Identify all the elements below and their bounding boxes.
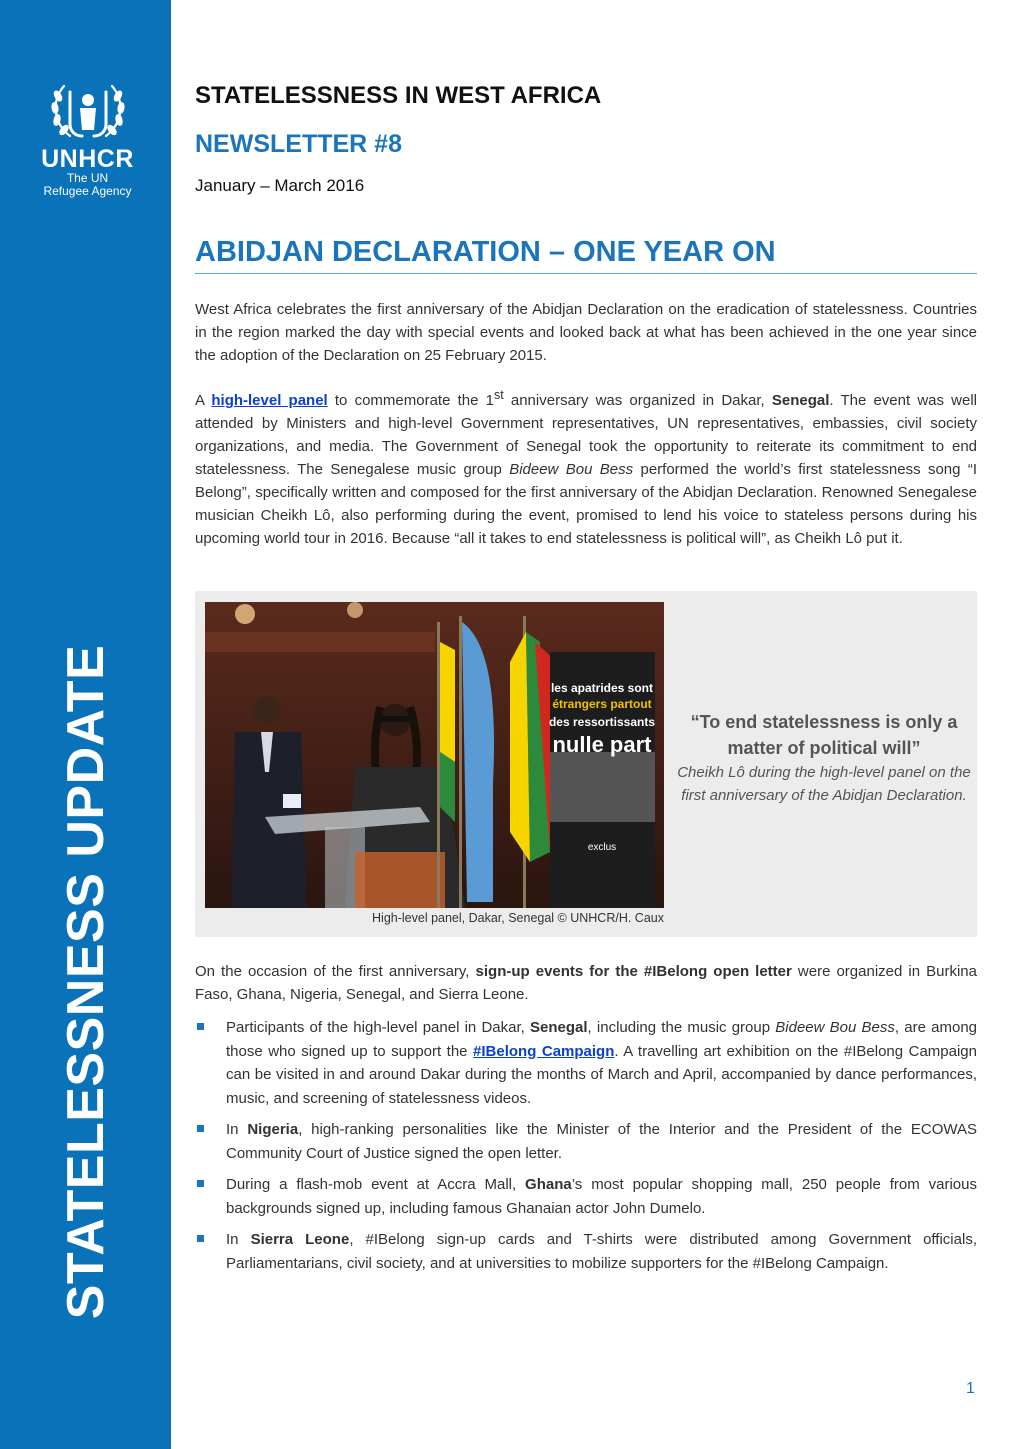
ibelong-campaign-link[interactable]: #IBelong Campaign [473, 1042, 615, 1060]
text-span: , high-ranking personalities like the Minister of the Interior and the President of the ECOWAS Community Court of Justice signed the open letter. [226, 1121, 977, 1162]
panel-paragraph [195, 384, 977, 550]
vertical-title: STATELESSNESS UPDATE [57, 644, 115, 1320]
bullet-square-icon [197, 1023, 204, 1030]
text-span: On the occasion of the first anniversary, [195, 963, 476, 980]
photo-sign-line-2: étrangers partout [552, 697, 652, 711]
list-item [195, 1016, 977, 1110]
sidebar [0, 0, 171, 1449]
text-span: . A travelling art exhibition on the #IBelong Campaign can be visited in and around Dakar during the months of March and April, accompanied by dance performances, music, and screening of statelessness videos. [226, 1042, 977, 1107]
logo-tagline-1: The UN [66, 171, 109, 185]
italic-text: Bideew Bou Bess [509, 461, 634, 478]
list-item [195, 1228, 977, 1275]
superscript: st [493, 388, 504, 402]
bold-text: Senegal [530, 1019, 588, 1036]
section-heading: ABIDJAN DECLARATION – ONE YEAR ON [195, 236, 977, 274]
italic-text: Bideew Bou Bess [775, 1019, 895, 1036]
text-span: In [226, 1121, 248, 1138]
vertical-title-wrap [0, 0, 171, 1449]
bold-text: Sierra Leone [250, 1231, 350, 1248]
text-span: to commemorate the 1 [327, 392, 494, 409]
feature-box [195, 591, 977, 937]
signup-paragraph [195, 960, 977, 1006]
text-span: were organized in Burkina Faso, Ghana, Nigeria, Senegal, and Sierra Leone. [195, 963, 977, 1003]
text-span: , including the music group [587, 1019, 776, 1036]
list-item [195, 1118, 977, 1165]
quote-attribution: Cheikh Lô during the high-level panel on the first anniversary of the Abidjan Declaration. [677, 764, 971, 804]
bullet-square-icon [197, 1235, 204, 1242]
text-span: ’s most popular shopping mall, 250 people from various backgrounds signed up, including famous Ghanaian actor John Dumelo. [226, 1176, 977, 1217]
bold-text: Nigeria [247, 1121, 299, 1138]
text-span: anniversary was organized in Dakar, [503, 392, 772, 409]
list-item [195, 1173, 977, 1220]
text-span: , are among those who signed up to support the [226, 1019, 978, 1060]
photo-sign-line-1: les apatrides sont [550, 681, 654, 695]
text-span: During a flash-mob event at Accra Mall, [226, 1176, 526, 1193]
bullet-list [195, 1016, 977, 1283]
event-photo [205, 602, 664, 908]
text-span: Participants of the high-level panel in Dakar, [226, 1019, 531, 1036]
text-span: , #IBelong sign-up cards and T-shirts were distributed among Government officials, Parliamentarians, civil society, and at universities to mobilize supporters for the #IBelong Campaign. [226, 1231, 977, 1272]
bullet-square-icon [197, 1180, 204, 1187]
photo-caption: High-level panel, Dakar, Senegal © UNHCR/H. Caux [372, 911, 664, 925]
text-span: . The event was well attended by Ministers and high-level Government representatives, UN representatives, embassies, civil society organizations, and media. The Government of Senegal took the opportunity to reiterate its commitment to end statelessness. The Senegalese music group [195, 392, 978, 478]
bold-text: sign-up events for the #IBelong open letter [475, 963, 792, 980]
photo-sign-line-4: nulle part [552, 732, 652, 757]
pull-quote [675, 709, 973, 807]
text-span: A [195, 392, 212, 409]
quote-text: “To end statelessness is only a matter of political will” [690, 712, 958, 758]
logo-name: UNHCR [41, 145, 134, 173]
intro-paragraph: West Africa celebrates the first anniversary of the Abidjan Declaration on the eradication of statelessness. Countries in the region marked the day with special events and looked back at what has been achieved in the one year since the adoption of the Declaration on 25 February 2015. [195, 301, 977, 364]
photo-sign-line-5: exclus [587, 842, 617, 853]
bullet-square-icon [197, 1125, 204, 1132]
photo-sign-line-3: des ressortissants [548, 715, 656, 729]
date-range: January – March 2016 [195, 176, 365, 195]
bold-text: Senegal [771, 392, 830, 409]
bold-text: Ghana [525, 1176, 572, 1193]
page-title: STATELESSNESS IN WEST AFRICA [195, 82, 602, 109]
page-number: 1 [966, 1380, 975, 1397]
logo-tagline-2: Refugee Agency [43, 184, 132, 198]
high-level-panel-link[interactable]: high-level panel [211, 392, 328, 409]
text-span: performed the world’s first statelessness song “I Belong”, specifically written and composed for the first anniversary of the Abidjan Declaration. Renowned Senegalese musician Cheikh Lô, also performing during the event, promised to lend his voice to stateless persons during his upcoming world tour in 2016. Because “all it takes to end statelessness is political will”, as Cheikh Lô put it. [195, 461, 977, 547]
newsletter-number: NEWSLETTER #8 [195, 130, 402, 158]
text-span: In [226, 1231, 251, 1248]
